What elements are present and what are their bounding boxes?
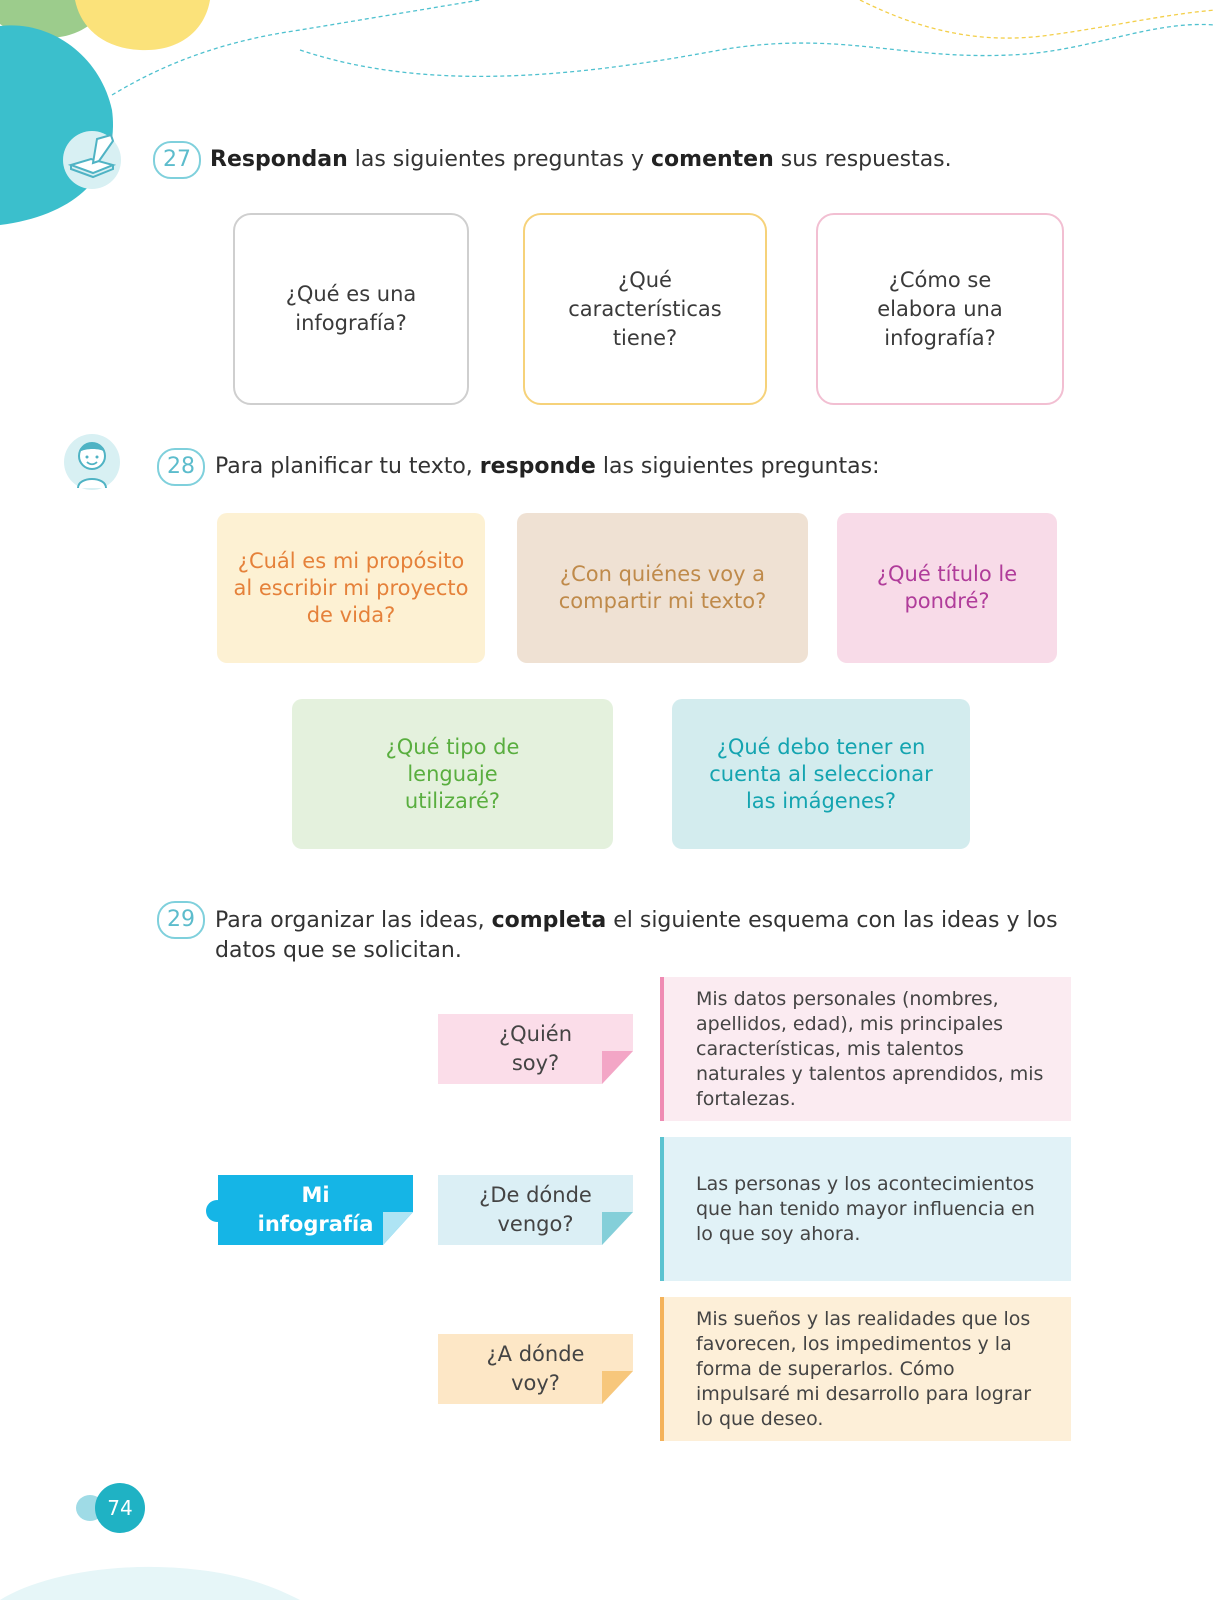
- planning-note: ¿Cuál es mi propósito al escribir mi proyecto de vida?: [217, 513, 485, 663]
- question-number-29: 29: [157, 901, 205, 939]
- tab-fold-shade: [602, 1371, 633, 1404]
- tab-fold-shade: [602, 1212, 633, 1245]
- scheme-description: Mis sueños y las realidades que los favorecen, los impedimentos y la forma de superarlos. Cómo impulsaré mi desarrollo para lograr lo que deseo.: [660, 1297, 1071, 1441]
- scheme-tab: ¿A dónde voy?: [438, 1334, 633, 1404]
- planning-note: ¿Qué título le pondré?: [837, 513, 1057, 663]
- q27-instruction: Respondan las siguientes preguntas y comenten sus respuestas.: [210, 147, 952, 172]
- scheme-description: Mis datos personales (nombres, apellidos, edad), mis principales características, mis talentos naturales y talentos aprendidos, mis fortalezas.: [660, 977, 1071, 1121]
- planning-note: ¿Qué tipo de lenguaje utilizaré?: [292, 699, 613, 849]
- q28-instruction: Para planificar tu texto, responde las siguientes preguntas:: [215, 454, 880, 479]
- dashed-wave-teal: [300, 24, 1215, 76]
- question-number-27: 27: [153, 141, 201, 179]
- scheme-tab: ¿Quién soy?: [438, 1014, 633, 1084]
- mi-infografia-label: Mi infografía: [218, 1175, 413, 1245]
- q29-instruction: Para organizar las ideas, completa el siguiente esquema con las ideas y los datos que se solicitan.: [215, 908, 1058, 963]
- tab-fold-shade: [602, 1051, 633, 1084]
- mi-infografia-fold-shade: [383, 1212, 413, 1245]
- question-card: ¿Cómo se elabora una infografía?: [816, 213, 1064, 405]
- student-avatar-icon: [64, 434, 120, 490]
- scheme-tab: ¿De dónde vengo?: [438, 1175, 633, 1245]
- scheme-description: Las personas y los acontecimientos que han tenido mayor influencia en lo que soy ahora.: [660, 1137, 1071, 1281]
- book-pencil-icon: [63, 131, 121, 189]
- dashed-wave-yellow: [860, 0, 1215, 38]
- teal-blob: [0, 25, 113, 225]
- question-card: ¿Qué características tiene?: [523, 213, 767, 405]
- planning-note: ¿Con quiénes voy a compartir mi texto?: [517, 513, 808, 663]
- question-number-28: 28: [157, 448, 205, 486]
- question-card: ¿Qué es una infografía?: [233, 213, 469, 405]
- page-number: 74: [95, 1483, 145, 1533]
- yellow-blob: [75, 0, 210, 50]
- bottom-blob: [0, 1567, 300, 1600]
- planning-note: ¿Qué debo tener en cuenta al seleccionar las imágenes?: [672, 699, 970, 849]
